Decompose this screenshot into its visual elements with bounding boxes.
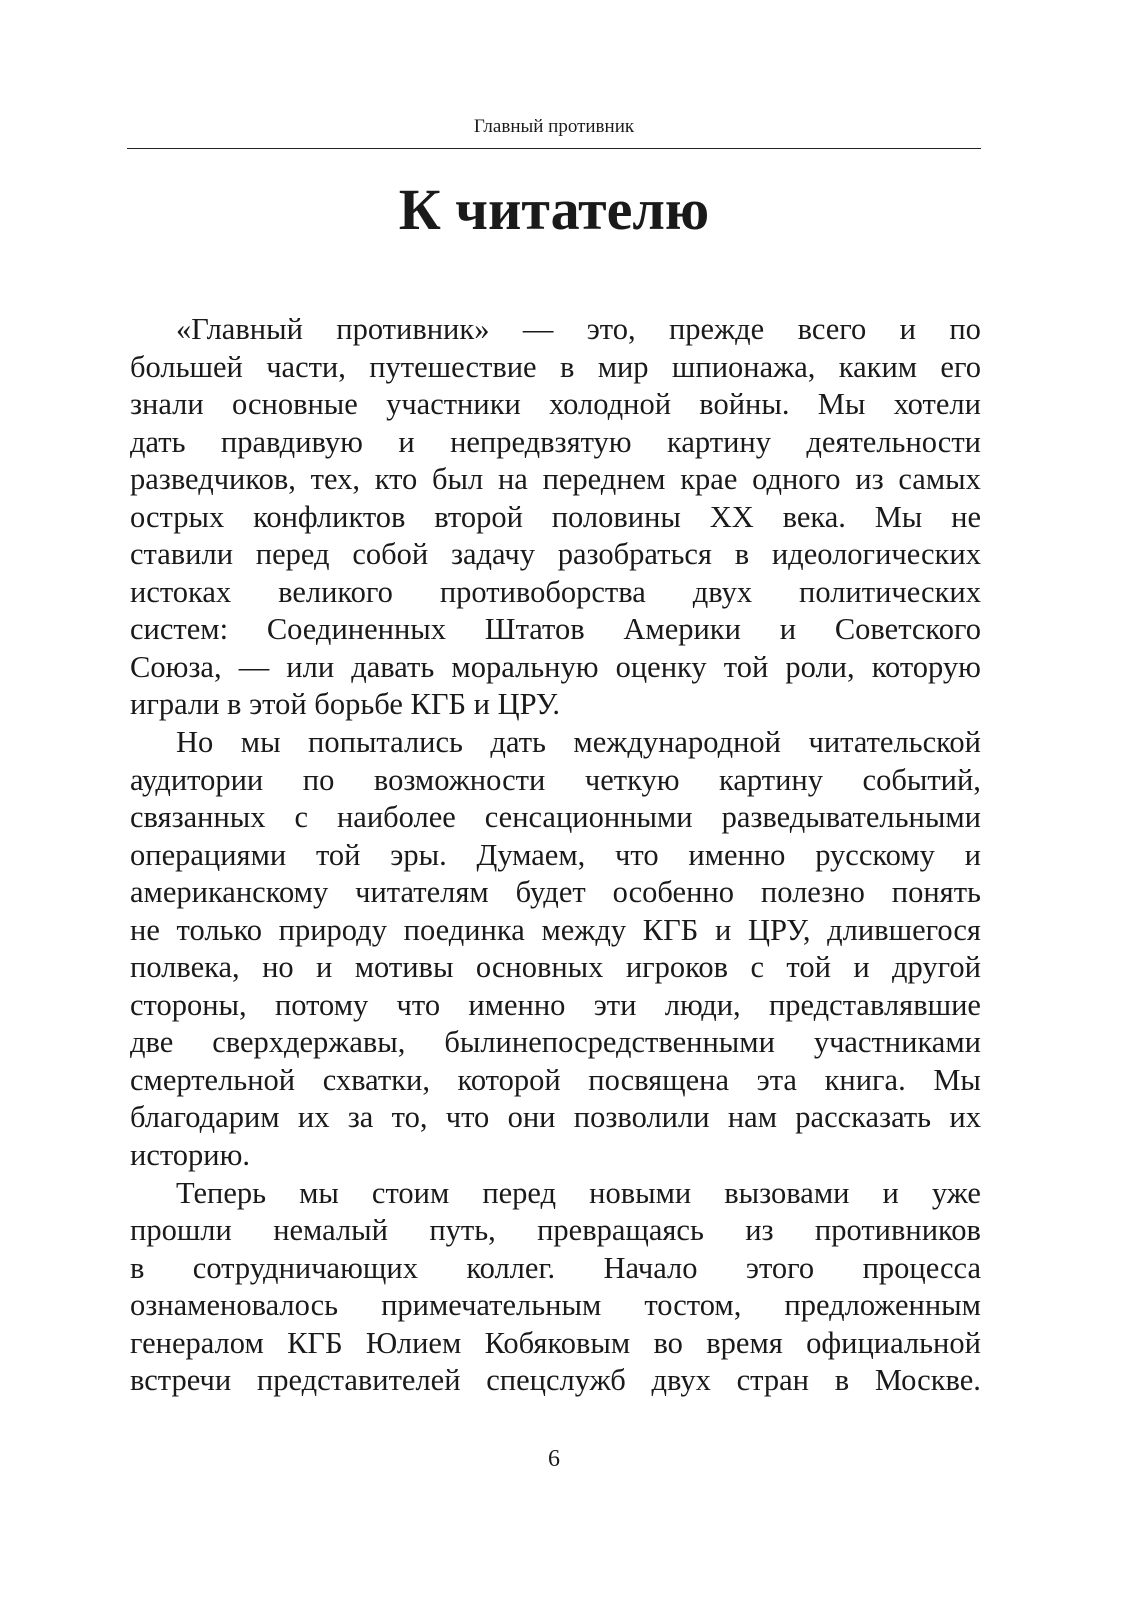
text-line: истоках великого противоборства двух политических	[130, 574, 981, 609]
text-line: связанных с наиболее сенсационными разведывательными	[130, 800, 981, 835]
text-line: встречи представителей спецслужб двух стран в Москве.	[130, 1363, 981, 1398]
body-text	[130, 311, 981, 1400]
running-head: Главный противник	[473, 116, 635, 137]
text-line: благодарим их за то, что они позволили нам рассказать их	[130, 1100, 981, 1135]
text-line: острых конфликтов второй половины XX века. Мы не	[130, 499, 981, 534]
text-line: систем: Соединенных Штатов Америки и Советского	[130, 612, 981, 647]
text-line: в сотрудничающих коллег. Начало этого процесса	[130, 1250, 981, 1285]
chapter-title: К читателю	[398, 177, 710, 242]
text-line: Теперь мы стоим перед новыми вызовами и уже	[176, 1175, 981, 1210]
text-line: аудитории по возможности четкую картину событий,	[130, 762, 981, 797]
text-line: ставили перед собой задачу разобраться в идеологических	[130, 537, 981, 572]
header-rule	[127, 148, 981, 149]
text-line: операциями той эры. Думаем, что именно русскому и	[130, 837, 981, 872]
text-line: ознаменовалось примечательным тостом, предложенным	[130, 1288, 981, 1323]
text-line: не только природу поединка между КГБ и ЦРУ, длившегося	[130, 912, 981, 947]
text-line: «Главный противник» — это, прежде всего и по	[176, 312, 981, 346]
text-line: генералом КГБ Юлием Кобяковым во время официальной	[130, 1325, 981, 1360]
text-line: стороны, потому что именно эти люди, представлявшие	[130, 987, 981, 1022]
text-line: две сверхдержавы, былинепосредственными участниками	[130, 1025, 981, 1060]
text-line: большей части, путешествие в мир шпионажа, каким его	[130, 349, 981, 384]
text-line: разведчиков, тех, кто был на переднем крае одного из самых	[130, 462, 981, 497]
text-line: американскому читателям будет особенно полезно понять	[130, 875, 981, 910]
text-line: Но мы попытались дать международной читательской	[176, 725, 981, 760]
text-line: смертельной схватки, которой посвящена эта книга. Мы	[130, 1062, 981, 1097]
text-line: полвека, но и мотивы основных игроков с той и другой	[130, 950, 981, 985]
text-line: играли в этой борьбе КГБ и ЦРУ.	[130, 687, 561, 722]
text-line: знали основные участники холодной войны. Мы хотели	[130, 387, 981, 422]
page-number: 6	[548, 1446, 560, 1472]
text-line: дать правдивую и непредвзятую картину деятельности	[130, 424, 981, 459]
text-line: историю.	[130, 1138, 251, 1173]
text-line: Союза, — или давать моральную оценку той роли, которую	[130, 649, 981, 684]
text-line: прошли немалый путь, превращаясь из противников	[130, 1213, 981, 1248]
